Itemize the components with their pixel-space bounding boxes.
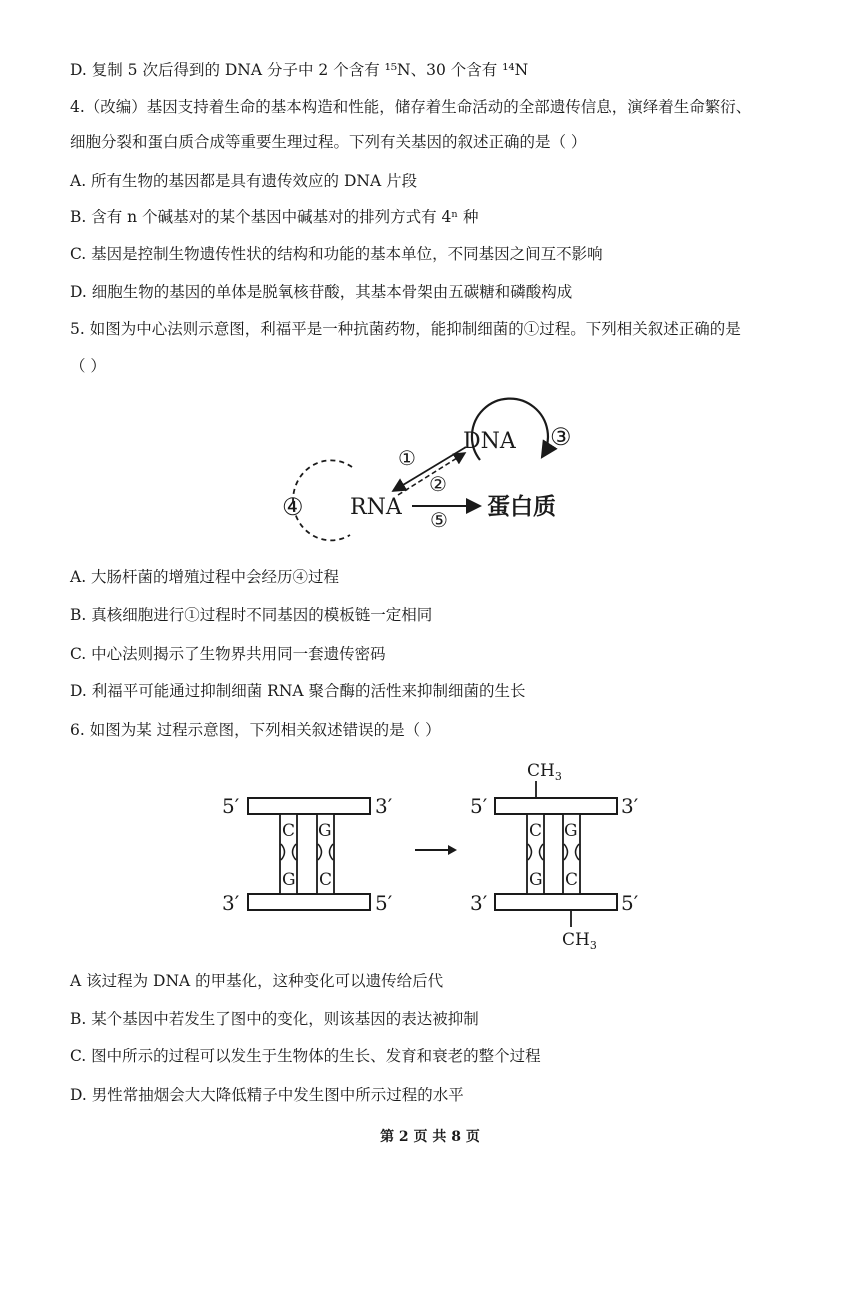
right-base-g-bottom: G	[529, 870, 543, 890]
left-top-3prime: 3′	[375, 794, 393, 818]
left-top-5prime: 5′	[222, 794, 240, 818]
right-bottom-5prime: 5′	[621, 891, 639, 915]
q4-option-a: A. 所有生物的基因都是具有遗传效应的 DNA 片段	[70, 172, 418, 190]
q5-option-a: A. 大肠杆菌的增殖过程中会经历④过程	[70, 568, 340, 586]
left-base-g-bottom: G	[282, 870, 296, 890]
process-5-label: ⑤	[430, 508, 448, 532]
q6-option-b: B. 某个基因中若发生了图中的变化，则该基因的表达被抑制	[70, 1010, 479, 1028]
left-base-c-bottom: C	[319, 870, 333, 890]
q5-option-c: C. 中心法则揭示了生物界共用同一套遗传密码	[70, 645, 386, 663]
right-base-c-top: C	[529, 821, 543, 841]
left-bottom-3prime: 3′	[222, 891, 240, 915]
process-3-label: ③	[550, 423, 572, 451]
q6-stem: 6. 如图为某 过程示意图，下列相关叙述错误的是（ ）	[70, 721, 441, 739]
q6-option-a: A 该过程为 DNA 的甲基化，这种变化可以遗传给后代	[70, 972, 444, 990]
page-number: 第 2 页 共 8 页	[380, 1129, 480, 1145]
central-dogma-diagram	[270, 385, 610, 550]
right-base-c-bottom: C	[565, 870, 579, 890]
right-base-g-top: G	[564, 821, 578, 841]
q5-stem-line-1: 5. 如图为中心法则示意图，利福平是一种抗菌药物，能抑制细菌的①过程。下列相关叙述正确的是	[70, 320, 741, 338]
unmethylated-dna	[222, 794, 393, 915]
right-bottom-3prime: 3′	[470, 891, 488, 915]
process-arrowhead	[448, 845, 457, 855]
left-base-c-top: C	[282, 821, 296, 841]
methyl-group-bottom: $CH_3$	[562, 930, 597, 952]
q4-stem-line-2: 细胞分裂和蛋白质合成等重要生理过程。下列有关基因的叙述正确的是（ ）	[70, 133, 587, 151]
left-base-g-top: G	[318, 821, 332, 841]
q4-option-d: D. 细胞生物的基因的单体是脱氧核苷酸，其基本骨架由五碳糖和磷酸构成	[70, 283, 573, 301]
q4-option-b: B. 含有 n 个碱基对的某个基因中碱基对的排列方式有 4ⁿ 种	[70, 208, 479, 226]
right-top-3prime: 3′	[621, 794, 639, 818]
q4-stem-line-1: 4.（改编）基因支持着生命的基本构造和性能，储存着生命活动的全部遗传信息，演绎着生命繁衍、	[70, 98, 752, 116]
process-1-label: ①	[398, 446, 416, 470]
q3-option-d: D. 复制 5 次后得到的 DNA 分子中 2 个含有 ¹⁵N、30 个含有 ¹⁴N	[70, 61, 529, 79]
process-4-label: ④	[282, 493, 304, 521]
left-bottom-5prime: 5′	[375, 891, 393, 915]
dna-label: DNA	[463, 429, 516, 454]
q5-option-b: B. 真核细胞进行①过程时不同基因的模板链一定相同	[70, 606, 433, 624]
q5-stem-line-2: （ ）	[70, 357, 106, 375]
rna-label: RNA	[350, 495, 402, 520]
protein-label: 蛋白质	[487, 493, 556, 520]
methyl-group-top: $CH_3$	[527, 761, 562, 783]
q6-option-d: D. 男性常抽烟会大大降低精子中发生图中所示过程的水平	[70, 1086, 464, 1104]
methylated-dna	[470, 761, 639, 952]
q4-option-c: C. 基因是控制生物遗传性状的结构和功能的基本单位，不同基因之间互不影响	[70, 245, 603, 263]
right-top-5prime: 5′	[470, 794, 488, 818]
dna-methylation-diagram	[215, 752, 645, 957]
q5-option-d: D. 利福平可能通过抑制细菌 RNA 聚合酶的活性来抑制细菌的生长	[70, 682, 526, 700]
process-2-label: ②	[429, 472, 447, 496]
q6-option-c: C. 图中所示的过程可以发生于生物体的生长、发育和衰老的整个过程	[70, 1047, 541, 1065]
